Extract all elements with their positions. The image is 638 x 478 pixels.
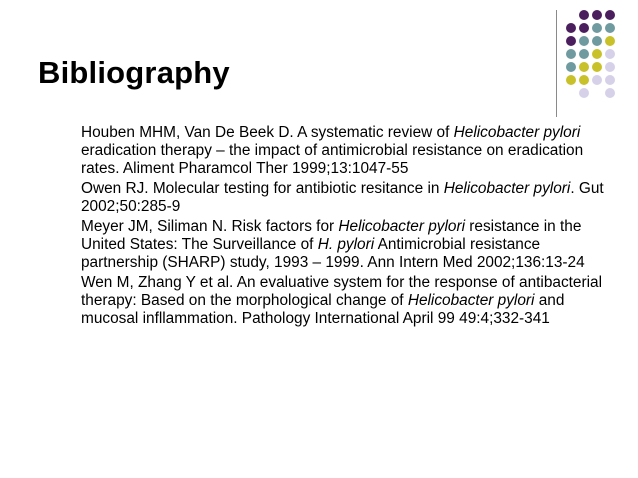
decor-dot <box>605 49 615 59</box>
italic-term: Helicobacter pylori <box>338 218 466 235</box>
reference-text: Wen M, Zhang Y et al. An evaluative system for the response of antibacterial therapy: Based on the morphological change of <box>81 274 603 309</box>
decor-dot <box>592 36 602 46</box>
decor-dot <box>605 62 615 72</box>
reference-item <box>81 180 611 216</box>
reference-item <box>81 274 611 328</box>
italic-term: Helicobacter pylori <box>443 180 571 197</box>
decor-dot <box>579 49 589 59</box>
italic-term: H. pylori <box>317 236 375 253</box>
decor-dot <box>566 75 576 85</box>
decor-dot <box>592 10 602 20</box>
reference-list <box>81 124 611 330</box>
decor-dot <box>579 75 589 85</box>
decor-dot <box>579 10 589 20</box>
decor-dot <box>566 36 576 46</box>
reference-text: Houben MHM, Van De Beek D. A systematic review of <box>81 124 454 141</box>
decor-dot <box>579 23 589 33</box>
decor-dot <box>592 49 602 59</box>
reference-item <box>81 218 611 272</box>
reference-text: Owen RJ. Molecular testing for antibiotic resitance in <box>81 180 444 197</box>
italic-term: Helicobacter pylori <box>453 124 581 141</box>
title-divider <box>556 10 557 117</box>
decor-dot <box>605 36 615 46</box>
reference-text: Meyer JM, Siliman N. Risk factors for <box>81 218 339 235</box>
decor-dot <box>592 75 602 85</box>
decor-dot <box>566 62 576 72</box>
decor-dot <box>592 23 602 33</box>
reference-item <box>81 124 611 178</box>
decor-dot <box>605 75 615 85</box>
decor-dot <box>605 23 615 33</box>
decor-dot <box>566 49 576 59</box>
decor-dot <box>579 88 589 98</box>
dot-grid-icon <box>566 10 636 110</box>
italic-term: Helicobacter pylori <box>407 292 535 309</box>
reference-text: Antimicrobial resistance partnership (SHARP) study, 1993 – 1999. Ann Intern Med 2002;136:13-24 <box>81 236 585 271</box>
reference-text: . Gut 2002;50:285-9 <box>81 180 604 215</box>
slide-title: Bibliography <box>38 55 230 90</box>
decor-dot <box>579 62 589 72</box>
decor-dot <box>579 36 589 46</box>
decor-dot <box>592 62 602 72</box>
reference-text: resistance in the United States: The Surveillance of <box>81 218 582 253</box>
decor-dot <box>566 23 576 33</box>
reference-text: and mucosal infllammation. Pathology International April 99 49:4;332-341 <box>81 292 565 327</box>
decor-dot <box>605 88 615 98</box>
decor-dot <box>605 10 615 20</box>
reference-text: eradication therapy – the impact of antimicrobial resistance on eradication rates. Aliment Pharamcol Ther 1999;13:1047-55 <box>81 142 584 177</box>
